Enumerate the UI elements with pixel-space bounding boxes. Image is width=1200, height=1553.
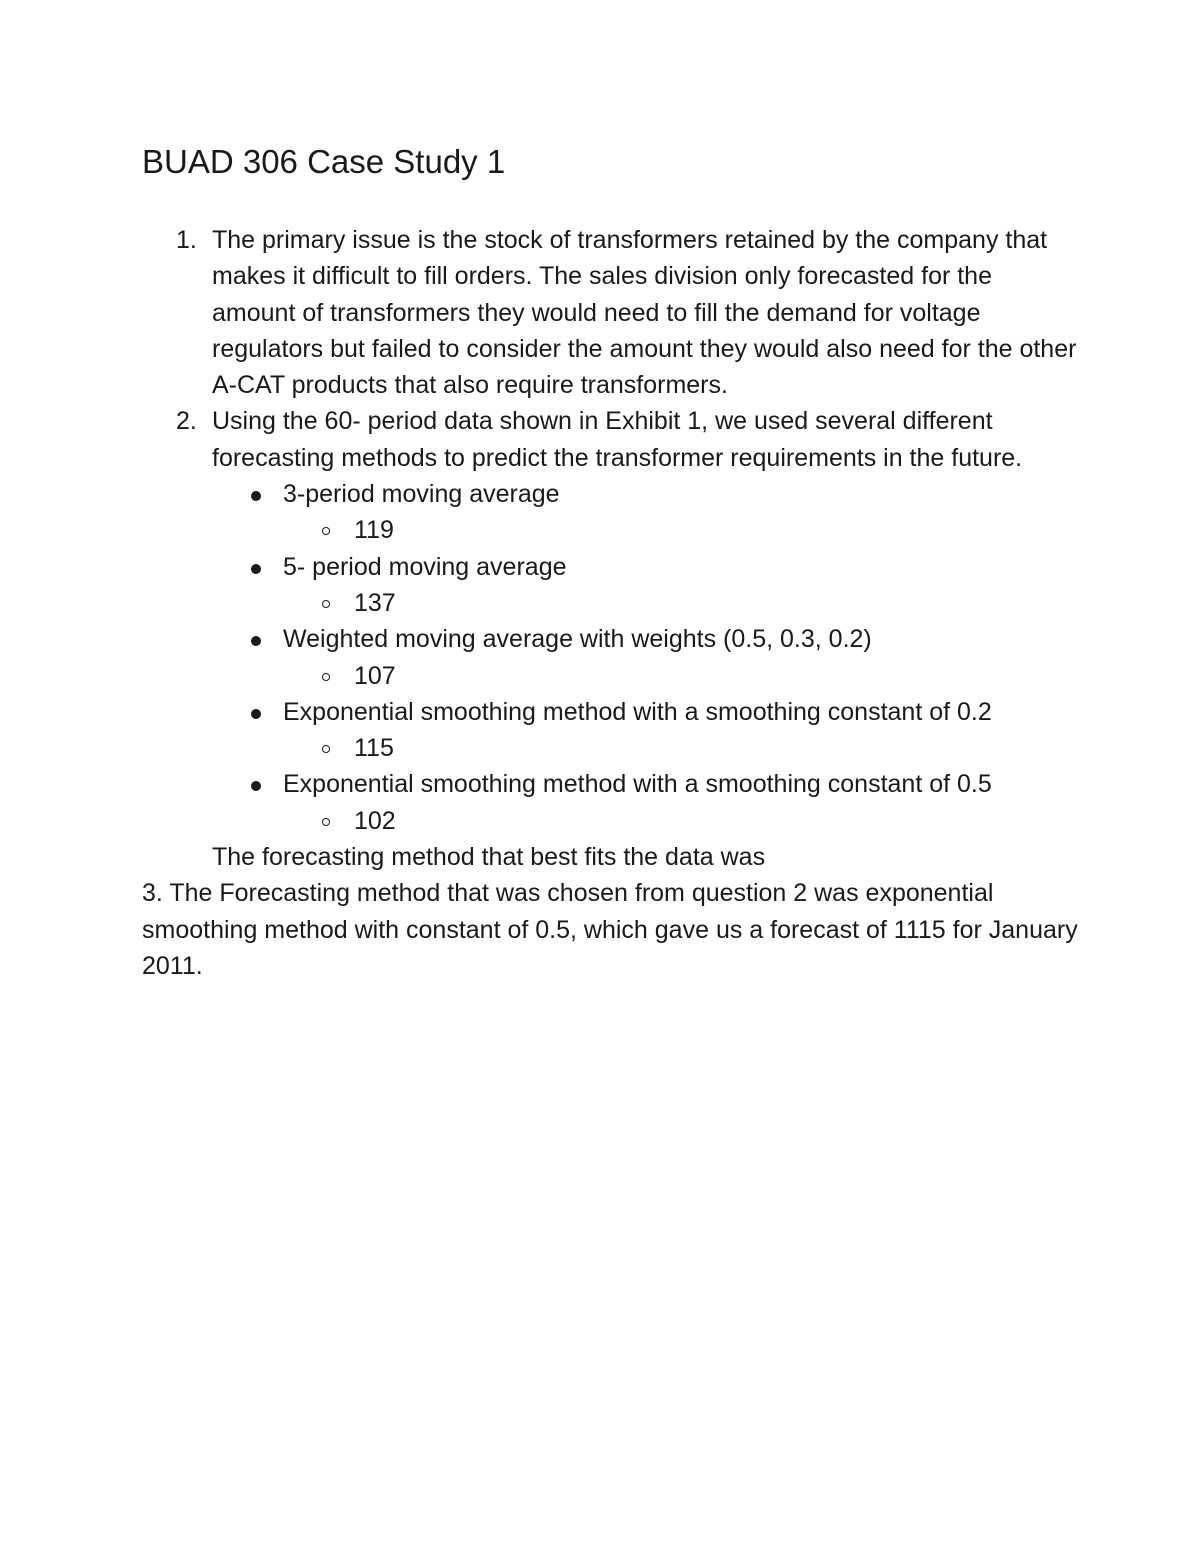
- method-item: [142, 621, 1082, 657]
- hollow-bullet-icon: [322, 600, 330, 608]
- question-2-text: Using the 60- period data shown in Exhibit 1, we used several different forecasting methods to predict the transformer requirements in the future.: [212, 407, 1023, 472]
- method-result: [142, 803, 1082, 839]
- best-fit-line: The forecasting method that best fits the data was: [212, 843, 766, 872]
- bullet-icon: [251, 781, 261, 791]
- method-value: 115: [354, 734, 394, 763]
- method-label: 3-period moving average: [283, 480, 560, 509]
- method-value: 119: [354, 516, 394, 545]
- method-value: 102: [354, 806, 396, 835]
- method-result: [142, 658, 1082, 694]
- hollow-bullet-icon: [322, 527, 330, 535]
- method-label: Weighted moving average with weights (0.5, 0.3, 0.2): [283, 625, 872, 654]
- method-item: [142, 694, 1082, 730]
- method-item: [142, 766, 1082, 802]
- question-1: [142, 222, 1082, 403]
- bullet-icon: [251, 491, 261, 501]
- method-value: 137: [354, 588, 396, 617]
- document-title: BUAD 306 Case Study 1: [142, 143, 506, 180]
- question-1-text: The primary issue is the stock of transformers retained by the company that makes it difficult to fill orders. The sales division only forecasted for the amount of transformers they would need to fill the demand for voltage regulators but failed to consider the amount they would also need for the other A-CAT products that also require transformers.: [212, 226, 1077, 400]
- question-2-number: 2.: [176, 407, 197, 436]
- question-3: 3. The Forecasting method that was chosen from question 2 was exponential smoothing method with constant of 0.5, which gave us a forecast of 1115 for January 2011.: [142, 879, 1078, 980]
- bullet-icon: [251, 709, 261, 719]
- hollow-bullet-icon: [322, 818, 330, 826]
- method-item: [142, 549, 1082, 585]
- method-result: [142, 585, 1082, 621]
- question-2: [142, 403, 1082, 476]
- method-label: Exponential smoothing method with a smoothing constant of 0.2: [283, 697, 992, 726]
- hollow-bullet-icon: [322, 745, 330, 753]
- bullet-icon: [251, 564, 261, 574]
- method-result: [142, 512, 1082, 548]
- method-label: Exponential smoothing method with a smoothing constant of 0.5: [283, 770, 992, 799]
- document-body: [142, 222, 1082, 984]
- bullet-icon: [251, 636, 261, 646]
- hollow-bullet-icon: [322, 673, 330, 681]
- method-label: 5- period moving average: [283, 552, 567, 581]
- method-item: [142, 476, 1082, 512]
- method-value: 107: [354, 661, 396, 690]
- question-1-number: 1.: [176, 226, 197, 254]
- method-result: [142, 730, 1082, 766]
